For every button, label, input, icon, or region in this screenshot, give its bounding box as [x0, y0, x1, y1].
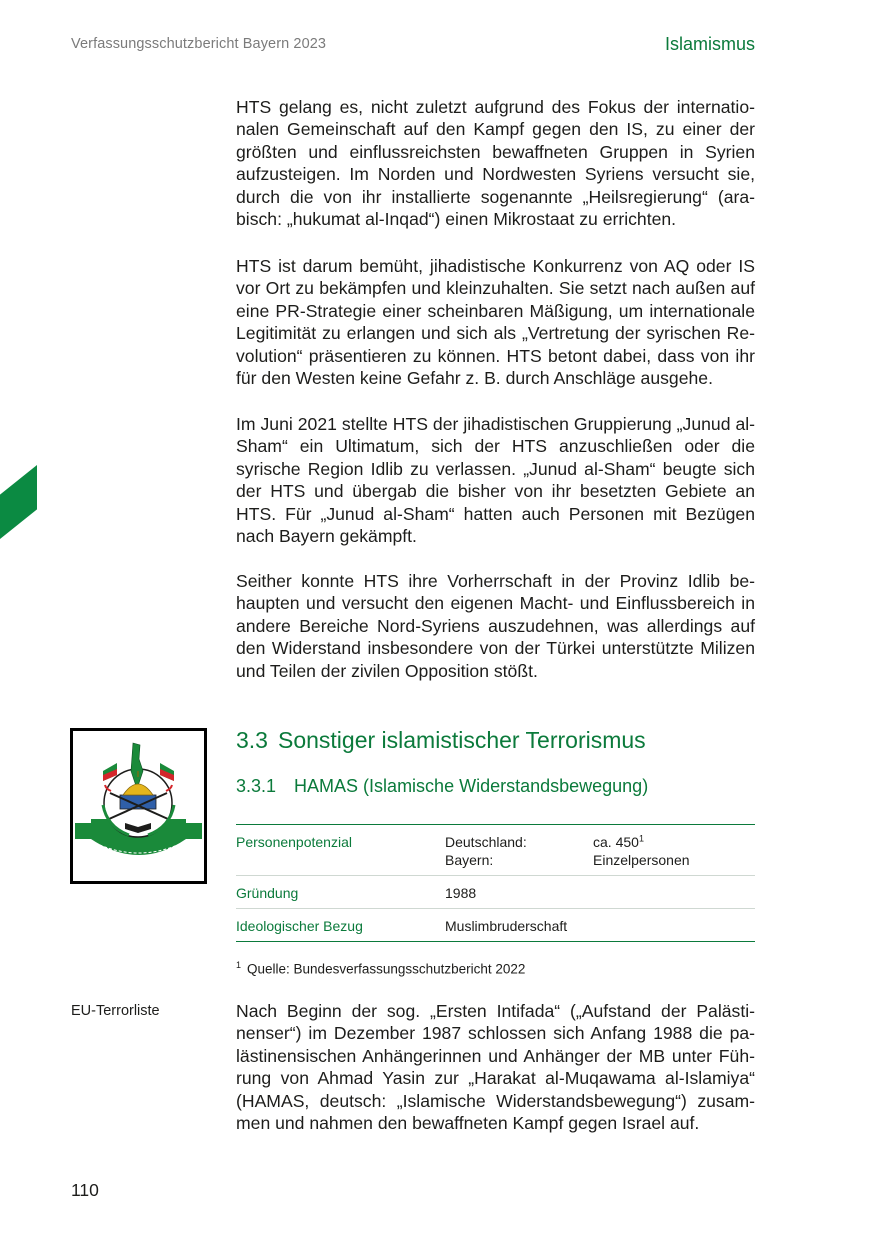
row-label: Gründung: [236, 885, 299, 901]
paragraph-hts-strategy: [236, 255, 755, 389]
page-number: 110: [71, 1180, 99, 1200]
chapter-tab-marker: [0, 465, 37, 539]
table-row-gruendung: [236, 875, 755, 908]
footnote-text: Quelle: Bundesverfassungsschutzbericht 2022: [247, 961, 526, 977]
running-header-title: Verfassungsschutzbericht Bayern 2023: [71, 36, 327, 52]
footnote: [236, 960, 525, 977]
germany-label: Deutschland:: [445, 834, 527, 850]
germany-value: [593, 833, 690, 851]
hamas-emblem-image: [70, 728, 207, 884]
running-header-chapter: Islamismus: [664, 34, 755, 54]
table-row-personenpotenzial: [236, 825, 755, 875]
paragraph-idlib: [236, 570, 755, 682]
bavaria-label: Bayern:: [445, 852, 494, 868]
section-heading: [236, 727, 646, 754]
table-row-ideologie: [236, 908, 755, 941]
paragraph-text: Im Juni 2021 stellte HTS der jihadistischen Gruppierung „Junud al-Sham“ ein Ultimatum, sich der HTS anzuschließen oder die syrische Region Idlib zu verlassen. „Junud al-Sham“ beugte sich der HTS und übergab die bisher von ihr besetzten Gebiete an HTS. Für „Junud al-Sham“ hatten auch Personen mit Bezügen nach Bayern gekämpft.: [236, 414, 755, 547]
facts-table: [236, 824, 755, 942]
subsection-title: HAMAS (Islamische Widerstandsbewegung): [294, 776, 649, 796]
paragraph-text: Seither konnte HTS ihre Vorherrschaft in der Provinz Idlib behaupten und versucht den eigenen Macht- und Einflussbereich in andere Bereiche Nord-Syriens auszudehnen, was allerdings auf den Widerstand insbesondere von der Türkei unterstützte Milizen und Teilen der zivilen Opposition stößt.: [236, 571, 755, 681]
margin-note: EU-Terrorliste: [71, 1003, 160, 1019]
footnote-mark: 1: [236, 960, 242, 970]
paragraph-hts-rise: [236, 96, 755, 230]
footnote-reference: 1: [638, 833, 644, 844]
paragraph-text: HTS ist darum bemüht, jihadistische Konkurrenz von AQ oder IS vor Ort zu bekämpfen und kleinzuhalten. Sie setzt nach außen auf eine PR-Strategie einer scheinbaren Mäßigung, um internationale Legitimität zu erlangen und sich als „Vertretung der syrischen Revolution“ präsentieren zu können. HTS betont dabei, dass von ihr für den Westen keine Gefahr z. B. durch Anschläge ausgehe.: [236, 256, 755, 389]
paragraph-text: HTS gelang es, nicht zuletzt aufgrund des Fokus der internationalen Gemeinschaft auf den Kampf gegen den IS, zu einer der größten und einflussreichsten bewaffneten Gruppen in Syrien aufzusteigen. Im Norden und Nordwesten Syriens versucht sie, durch die von ihr installierte sogenannte „Heilsregierung“ (arabisch: „hukumat al-Inqad“) einen Mikrostaat zu errichten.: [236, 97, 755, 230]
row-label: Ideologischer Bezug: [236, 918, 363, 934]
row-value: 1988: [445, 885, 477, 901]
subsection-number: 3.3.1: [236, 776, 277, 796]
bavaria-value: Einzelpersonen: [593, 852, 690, 868]
row-value: Muslimbruderschaft: [445, 918, 568, 934]
region-values: [593, 833, 690, 869]
subsection-heading: [236, 776, 648, 797]
section-number: 3.3: [236, 727, 268, 753]
hamas-emblem-graphic: [73, 731, 204, 881]
region-labels: [445, 833, 593, 869]
section-title: Sonstiger islamistischer Terrorismus: [277, 727, 646, 753]
paragraph-text: Nach Beginn der sog. „Ersten Intifada“ („Aufstand der Palästinenser“) im Dezember 1987 schlossen sich Anfang 1988 die palästinensischen Anhängerinnen und Anhänger der MB unter Führung von Ahmad Yasin zur „Harakat al-Muqawama al-Islamiya“ (HAMAS, deutsch: „Islamische Widerstandsbewegung“) zusammen und nahmen den bewaffneten Kampf gegen Israel auf.: [236, 1001, 755, 1134]
paragraph-hamas-founding: [236, 1000, 755, 1134]
germany-count: ca. 450: [593, 834, 639, 850]
paragraph-junud-al-sham: [236, 413, 755, 547]
row-label: Personenpotenzial: [236, 834, 352, 850]
